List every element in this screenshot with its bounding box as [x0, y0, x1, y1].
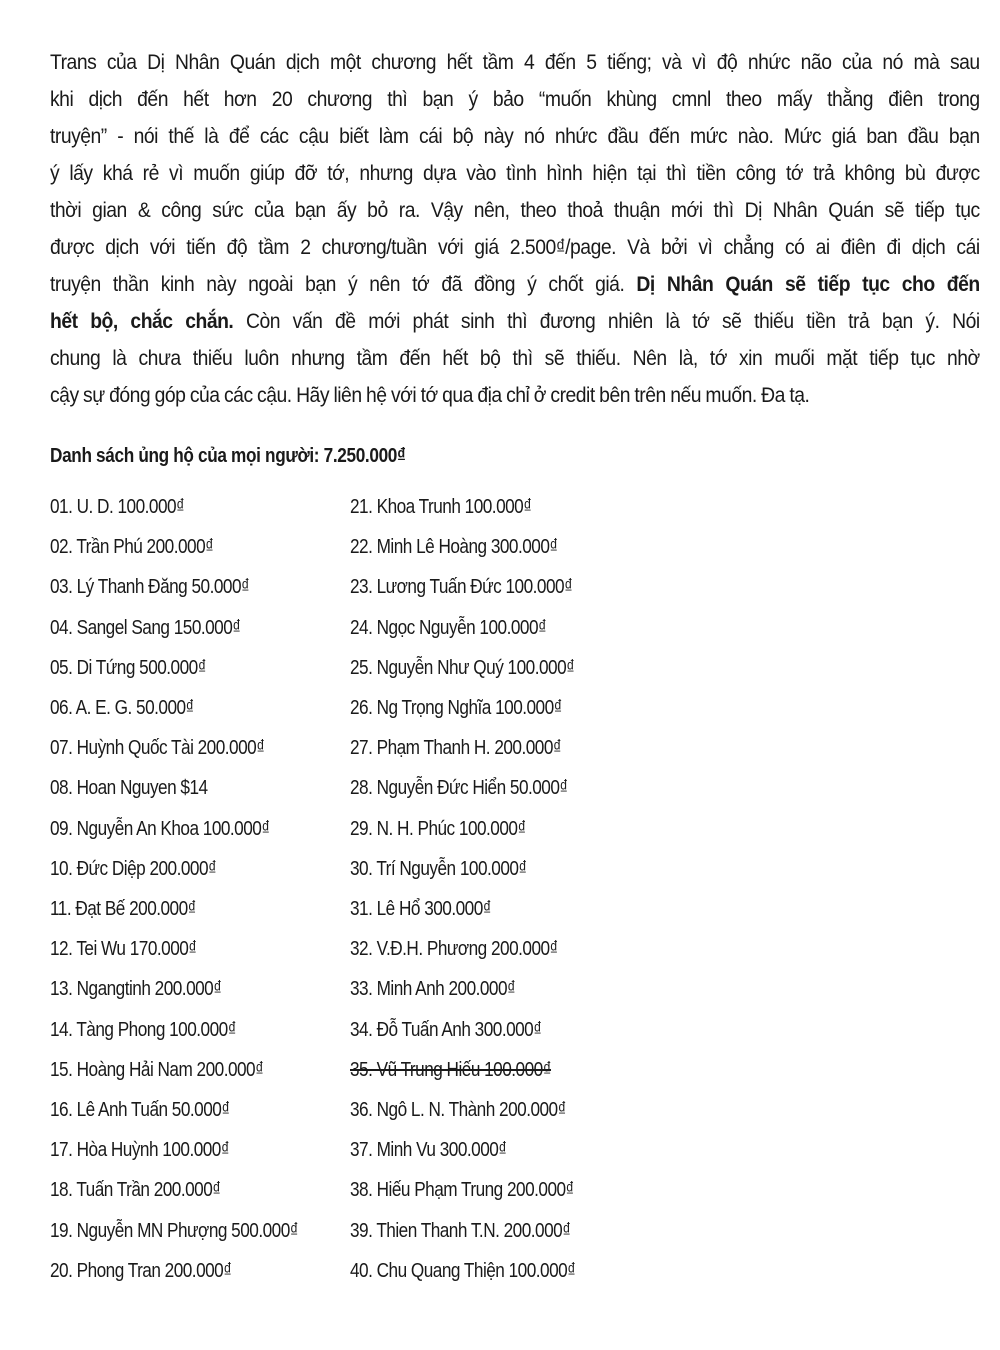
donor-list-item: 27. Phạm Thanh H. 200.000₫	[350, 737, 562, 760]
donor-list-item: 23. Lương Tuấn Đức 100.000₫	[350, 576, 573, 599]
donor-list-item: 16. Lê Anh Tuấn 50.000₫	[50, 1099, 230, 1121]
donor-list-item: 15. Hoàng Hải Nam 200.000₫	[50, 1058, 264, 1081]
line-text: được dịch với tiến độ tầm 2 chương/tuần với giá 2.500₫/page. Và bởi vì chẳng có ai điên đi dịch cái	[50, 235, 980, 259]
intro-line	[50, 81, 980, 118]
donor-list-item: 05. Di Tứng 500.000₫	[50, 656, 207, 679]
donor-list-item: 38. Hiếu Phạm Trung 200.000₫	[350, 1179, 574, 1202]
line-text: cậy sự đóng góp của các cậu. Hãy liên hệ với tớ qua địa chỉ ở credit bên trên nếu muốn. Đa tạ.	[50, 383, 810, 407]
donor-list-item: 06. A. E. G. 50.000₫	[50, 697, 194, 719]
donor-list-item: 11. Đạt Bế 200.000₫	[50, 898, 196, 920]
donor-list-item: 12. Tei Wu 170.000₫	[50, 938, 197, 961]
intro-paragraph	[50, 44, 980, 414]
donor-list-item: 31. Lê Hổ 300.000₫	[350, 898, 492, 920]
line-text: Trans của Dị Nhân Quán dịch một chương hết tầm 4 đến 5 tiếng; và vì độ nhức não của nó mà sau	[50, 50, 980, 74]
donor-list-header	[50, 445, 406, 468]
bold-emphasis: Dị Nhân Quán sẽ tiếp tục cho đến	[636, 272, 980, 296]
line-text: truyện” - nói thế là để các cậu biết làm cái bộ này nó nhức đầu đến mức nào. Mức giá ban đầu bạn	[50, 124, 980, 148]
bold-emphasis: hết bộ, chắc chắn.	[50, 309, 234, 333]
donor-list-item: 30. Trí Nguyễn 100.000₫	[350, 857, 527, 880]
line-text: truyện thần kinh này ngoài bạn ý nên tớ đã đồng ý chốt giá.	[50, 272, 637, 296]
donor-list-item: 01. U. D. 100.000₫	[50, 496, 185, 518]
donor-list-item: 32. V.Đ.H. Phương 200.000₫	[350, 938, 558, 961]
line-text: khi dịch đến hết hơn 20 chương thì bạn ý bảo “muốn khùng cmnl theo mấy thằng điên trong	[50, 87, 980, 111]
donor-list-item: 40. Chu Quang Thiện 100.000₫	[350, 1259, 576, 1282]
donor-list-item: 36. Ngô L. N. Thành 200.000₫	[350, 1099, 566, 1121]
donor-list-item: 09. Nguyễn An Khoa 100.000₫	[50, 817, 270, 840]
intro-line	[50, 44, 980, 81]
intro-line	[50, 192, 980, 229]
donor-list-item: 35. Vũ Trung Hiếu 100.000₫	[350, 1058, 552, 1081]
donor-list-item: 13. Ngangtinh 200.000₫	[50, 978, 222, 1001]
donor-list-item: 21. Khoa Trunh 100.000₫	[350, 496, 532, 518]
donor-list-item: 25. Nguyễn Như Quý 100.000₫	[350, 656, 575, 679]
donor-list-item: 26. Ng Trọng Nghĩa 100.000₫	[350, 697, 562, 719]
donor-list-item: 10. Đức Diệp 200.000₫	[50, 857, 217, 880]
donor-list-label: Danh sách ủng hộ của mọi người:	[50, 445, 324, 467]
donor-list-item: 39. Thien Thanh T.N. 200.000₫	[350, 1219, 571, 1242]
intro-line	[50, 377, 980, 414]
donor-list-item: 28. Nguyễn Đức Hiển 50.000₫	[350, 777, 568, 800]
donor-list-item: 20. Phong Tran 200.000₫	[50, 1259, 232, 1282]
intro-line	[50, 155, 980, 192]
intro-line	[50, 303, 980, 340]
donor-list-item: 04. Sangel Sang 150.000₫	[50, 616, 241, 639]
intro-line	[50, 229, 980, 266]
donor-list-item: 18. Tuấn Trần 200.000₫	[50, 1179, 221, 1202]
donor-list-item: 07. Huỳnh Quốc Tài 200.000₫	[50, 737, 265, 760]
line-text: chung là chưa thiếu luôn nhưng tầm đến hết bộ thì sẽ thiếu. Nên là, tớ xin muối mặt tiếp tục nhờ	[50, 346, 980, 370]
line-text: ý lấy khá rẻ vì muốn giúp đỡ tớ, nhưng dựa vào tình hình hiện tại thì tiền công tớ trả không bù được	[50, 161, 980, 185]
line-text: thời gian & công sức của bạn ấy bỏ ra. Vậy nên, theo thoả thuận mới thì Dị Nhân Quán sẽ tiếp tục	[50, 198, 980, 222]
donor-list-item: 29. N. H. Phúc 100.000₫	[350, 817, 526, 840]
donor-list-item: 02. Trần Phú 200.000₫	[50, 536, 214, 559]
donor-list-item: 14. Tàng Phong 100.000₫	[50, 1018, 237, 1041]
donor-list-item: 34. Đỗ Tuấn Anh 300.000₫	[350, 1018, 542, 1041]
donor-list-item: 17. Hòa Huỳnh 100.000₫	[50, 1139, 230, 1162]
donor-total: 7.250.000₫	[323, 445, 406, 467]
intro-line	[50, 118, 980, 155]
donor-list-item: 24. Ngọc Nguyễn 100.000₫	[350, 616, 547, 639]
donor-list-item: 33. Minh Anh 200.000₫	[350, 978, 516, 1001]
donor-list-item: 08. Hoan Nguyen $14	[50, 777, 208, 800]
donor-list-item: 19. Nguyễn MN Phượng 500.000₫	[50, 1219, 299, 1242]
intro-line	[50, 340, 980, 377]
donor-list-item: 22. Minh Lê Hoàng 300.000₫	[350, 536, 558, 559]
donor-list-item: 03. Lý Thanh Đăng 50.000₫	[50, 576, 250, 599]
intro-line	[50, 266, 980, 303]
line-text: Còn vấn đề mới phát sinh thì đương nhiên là tớ sẽ thiếu tiền trả bạn ý. Nói	[233, 309, 980, 333]
donor-list-item: 37. Minh Vu 300.000₫	[350, 1139, 507, 1162]
